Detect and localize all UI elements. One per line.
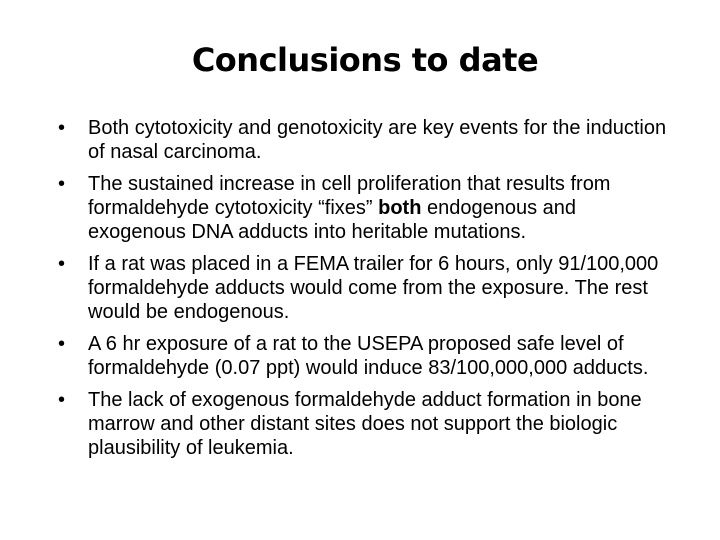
bullet-text-end: endogenous and exogenous DNA adducts into heritable mutations.: [88, 197, 577, 243]
slide-title: Conclusions to date: [191, 41, 539, 79]
bullet-item: [58, 388, 668, 460]
bullet-marker: •: [58, 389, 66, 411]
bullet-marker: •: [58, 173, 66, 195]
bullet-text: If a rat was placed in a FEMA trailer for 6 hours, only 91/100,000 formaldehyde adducts would come from the exposure. The rest would be endogenous.: [88, 253, 659, 323]
bullet-marker: •: [58, 333, 66, 355]
bullet-item: [58, 252, 668, 324]
bullet-text-emphasis: both: [378, 197, 422, 219]
bullet-item: [58, 172, 668, 244]
bullet-item: [58, 116, 668, 164]
bullet-marker: •: [58, 117, 66, 139]
bullet-text-start: The sustained increase in cell proliferation that results from formaldehyde cytotoxicity “fixes”: [88, 173, 611, 219]
bullet-marker: •: [58, 253, 66, 275]
bullet-item: [58, 332, 668, 380]
bullet-list: [58, 116, 668, 468]
bullet-text: A 6 hr exposure of a rat to the USEPA proposed safe level of formaldehyde (0.07 ppt) would induce 83/100,000,000 adducts.: [88, 333, 649, 379]
bullet-text: The lack of exogenous formaldehyde adduct formation in bone marrow and other distant sites does not support the biologic plausibility of leukemia.: [88, 389, 642, 459]
bullet-text: Both cytotoxicity and genotoxicity are key events for the induction of nasal carcinoma.: [88, 117, 667, 163]
